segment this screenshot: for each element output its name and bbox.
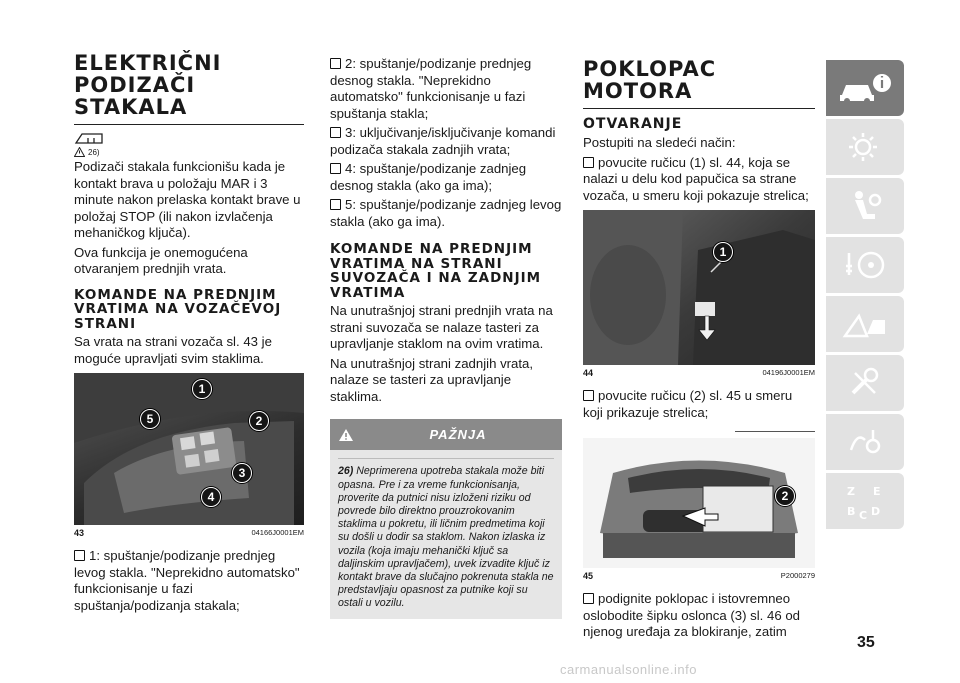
warning-triangle-icon (338, 428, 354, 442)
figure-44-hood-lever (583, 210, 815, 365)
tab-starting-driving[interactable] (826, 237, 904, 293)
car-info-icon (838, 71, 892, 105)
figure-number: 45 (583, 571, 594, 582)
column-1 (74, 38, 304, 617)
warning-box (330, 419, 562, 618)
bullet-item: povucite ručicu (2) sl. 45 u smeru koji prikazuje strelica; (583, 388, 815, 421)
index-letters-icon (841, 481, 889, 521)
callout-2: 2 (249, 411, 269, 431)
intro-paragraph-2: Ova funkcija je onemogućena otvaranjem prednjih vrata. (74, 244, 248, 277)
callout-5: 5 (140, 409, 160, 429)
svg-text:Z: Z (847, 485, 855, 498)
multimedia-icon (843, 424, 887, 460)
figure-45-caption (583, 571, 815, 581)
callout-3: 3 (232, 463, 252, 483)
bullet-item: 3: uključivanje/isključivanje komandi podizača stakala zadnjih vrata; (330, 125, 562, 158)
figure-number: 44 (583, 368, 594, 379)
figure-code: 04196J0001EM (762, 368, 815, 378)
steering-key-icon (841, 247, 889, 283)
callout-1: 1 (192, 379, 212, 399)
tab-index[interactable] (826, 473, 904, 529)
airbag-seat-icon (845, 188, 885, 224)
svg-text:E: E (873, 485, 881, 498)
footwell-illustration (583, 210, 815, 365)
bullet-item: podignite poklopac i istovremneo oslobodite šipku oslonca (3) sl. 46 od njenog uređaja za blokiranje, zatim (583, 591, 815, 641)
warning-ref: 26) (338, 465, 354, 478)
intro-paragraph: Postupiti na sledeći način: (583, 135, 736, 151)
callout-1: 1 (713, 242, 733, 262)
warning-ref-number: 26) (88, 147, 100, 157)
svg-text:D: D (871, 505, 881, 518)
warning-lights-icon (845, 130, 885, 164)
passenger-paragraph-1: Na unutrašnjoj strani prednjih vrata na strani suvozača se nalaze tasteri za upravljanje staklom na ovim vratima. (330, 303, 553, 352)
svg-text:C: C (859, 509, 868, 521)
warning-triangle-icon (74, 147, 85, 157)
bullet-item: 2: spuštanje/podizanje prednjeg desnog stakla. "Neprekidno automatsko" funkcionisanje u fazi spuštanja stakla; (330, 56, 562, 122)
subheading-passenger-rear: KOMANDE NA PREDNJIM VRATIMA NA STRANI SUVOZAČA I NA ZADNJIM VRATIMA (330, 241, 542, 301)
figure-44-caption (583, 368, 815, 378)
window-regulator-icon (74, 131, 106, 145)
subheading-opening: OTVARANJE (583, 116, 683, 133)
passenger-paragraph-2: Na unutrašnjoj strani zadnjih vrata, nalaze se tasteri za upravljanje staklima. (330, 355, 534, 404)
figure-43-caption (74, 528, 304, 538)
warning-reference (74, 131, 304, 157)
driver-side-paragraph: Sa vrata na strani vozača sl. 43 je moguće upravljati svim staklima. (74, 334, 272, 366)
figure-code: 04166J0001EM (251, 528, 304, 538)
subheading-driver-side: KOMANDE NA PREDNJIM VRATIMA NA VOZAČEVOJ STRANI (74, 286, 282, 332)
intro-paragraph-1: Podizači stakala funkcionišu kada je kontakt brava u položaju MAR i 3 minute nakon prelaska kontakt brave u položaj STOP (ili nakon izvlačenja mehaničkog ključa). (74, 159, 301, 241)
service-tools-icon (845, 365, 885, 401)
callout-2: 2 (775, 486, 795, 506)
tab-airbag-seat[interactable] (826, 178, 904, 234)
column-3 (583, 38, 815, 644)
footer-watermark: carmanualsonline.info (560, 662, 697, 677)
chapter-sidebar (826, 60, 904, 532)
tab-emergency[interactable] (826, 296, 904, 352)
tab-warning-lights[interactable] (826, 119, 904, 175)
page-number: 35 (857, 634, 875, 651)
section-heading: ELEKTRIČNI PODIZAČI STAKALA (74, 52, 304, 125)
section-heading: POKLOPAC MOTORA (583, 58, 815, 109)
bullet-item: 1: spuštanje/podizanje prednjeg levog stakla. "Neprekidno automatsko" funkcionisanje u fazi spuštanja/podizanja stakala; (74, 548, 304, 614)
bullet-item: 4: spuštanje/podizanje zadnjeg desnog stakla (ako ga ima); (330, 161, 562, 194)
tab-multimedia[interactable] (826, 414, 904, 470)
figure-number: 43 (74, 528, 85, 539)
road-warning-icon (841, 306, 889, 342)
tab-car-info[interactable] (826, 60, 904, 116)
warning-header (330, 419, 562, 450)
figure-45-hood-release (583, 438, 815, 568)
bullet-item: povucite ručicu (1) sl. 44, koja se nalazi u delu kod papučica sa strane vozača, u smeru koji pokazuje strelica; (583, 155, 815, 205)
tab-maintenance[interactable] (826, 355, 904, 411)
column-2 (330, 56, 562, 619)
bullet-item: 5: spuštanje/podizanje zadnjeg levog stakla (ako ga ima). (330, 197, 562, 229)
figure-43-window-switches (74, 373, 304, 525)
figure-code: P2000279 (780, 571, 815, 581)
warning-body: Neprimerena upotreba stakala može biti opasna. Pre i za vreme funkcionisanja, proverite da putnici nisu izloženi riziku od povrede bilo direktno prouzrokovanim staklima u pokretu, ili ličnim predmetima koji su došli u dodir sa staklom. Nakon izlaska iz vozila (koja imaju mehanički ključ sa daljinskim upravljačem), uvek izvadite ključ iz kontakt brave da slučajno pokrenuta stakla ne predstavljaju opasnost za putnike koji su ostali u vozilu. (338, 465, 554, 610)
divider (735, 431, 815, 432)
svg-text:B: B (847, 505, 856, 518)
warning-text (338, 458, 554, 610)
warning-title: PAŽNJA (429, 427, 487, 443)
callout-4: 4 (201, 487, 221, 507)
door-panel-illustration (74, 373, 304, 525)
